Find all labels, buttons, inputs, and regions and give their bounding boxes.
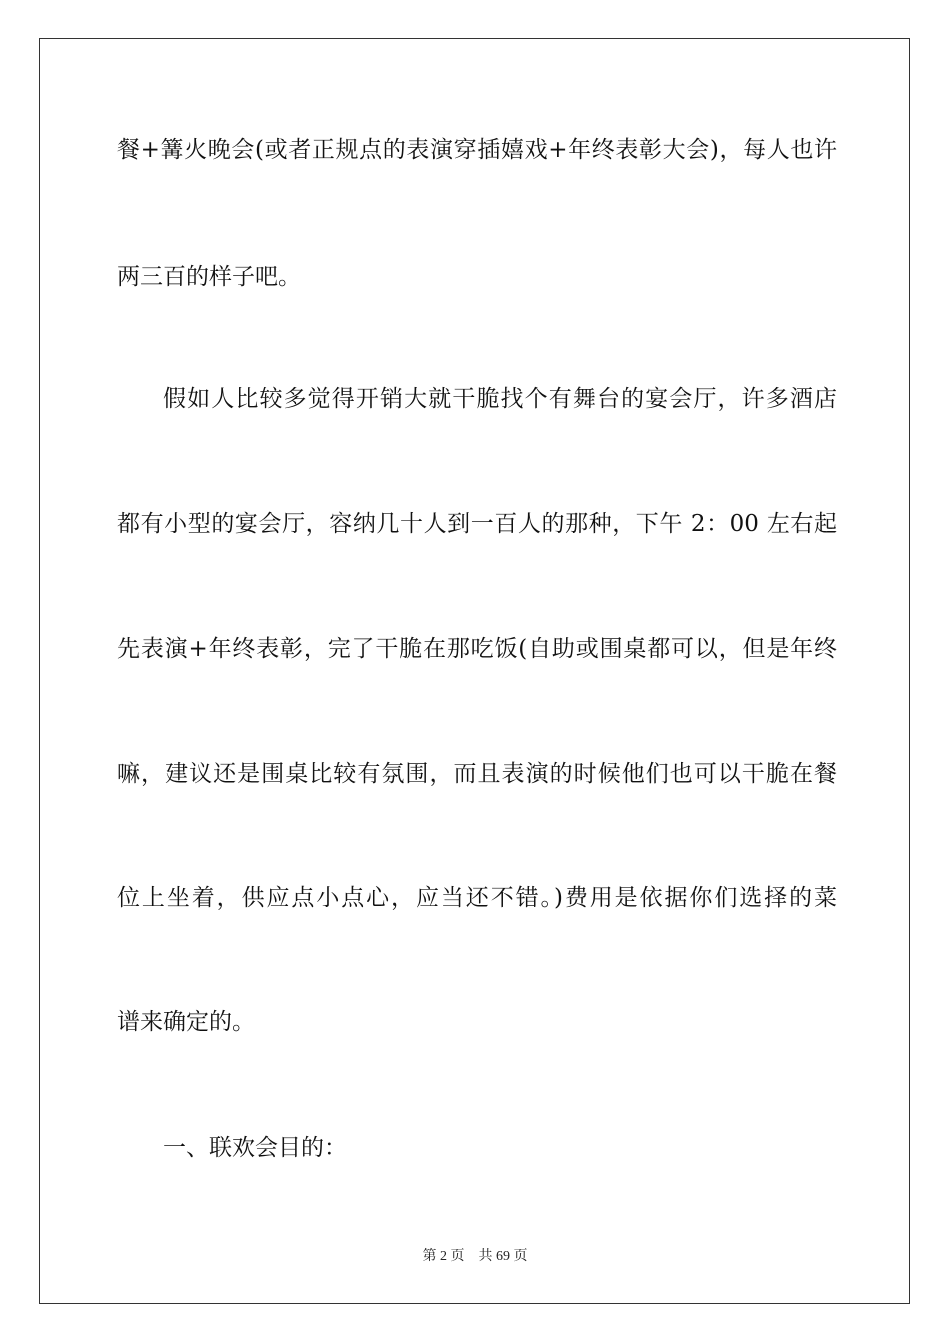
section-heading: 一、联欢会目的： [163, 1135, 347, 1161]
page-number: 第 2 页 [422, 1249, 465, 1264]
page-footer [0, 1248, 950, 1266]
paragraph-line-4: 都有小型的宴会厅，容纳几十人到一百人的那种，下午 2：00 左右起 [117, 511, 837, 537]
paragraph-line-2: 两三百的样子吧。 [117, 264, 301, 290]
paragraph-line-3: 假如人比较多觉得开销大就干脆找个有舞台的宴会厅，许多酒店 [163, 386, 837, 412]
paragraph-line-1: 餐+篝火晚会(或者正规点的表演穿插嬉戏+年终表彰大会)，每人也许 [117, 137, 837, 163]
paragraph-line-5: 先表演+年终表彰，完了干脆在那吃饭(自助或围桌都可以，但是年终 [117, 636, 837, 662]
paragraph-line-6: 嘛，建议还是围桌比较有氛围，而且表演的时候他们也可以干脆在餐 [117, 761, 837, 787]
page-border [39, 38, 910, 1304]
paragraph-line-7: 位上坐着，供应点小点心，应当还不错。)费用是依据你们选择的菜 [117, 885, 837, 911]
paragraph-line-8: 谱来确定的。 [117, 1009, 255, 1035]
total-pages: 共 69 页 [478, 1249, 528, 1264]
